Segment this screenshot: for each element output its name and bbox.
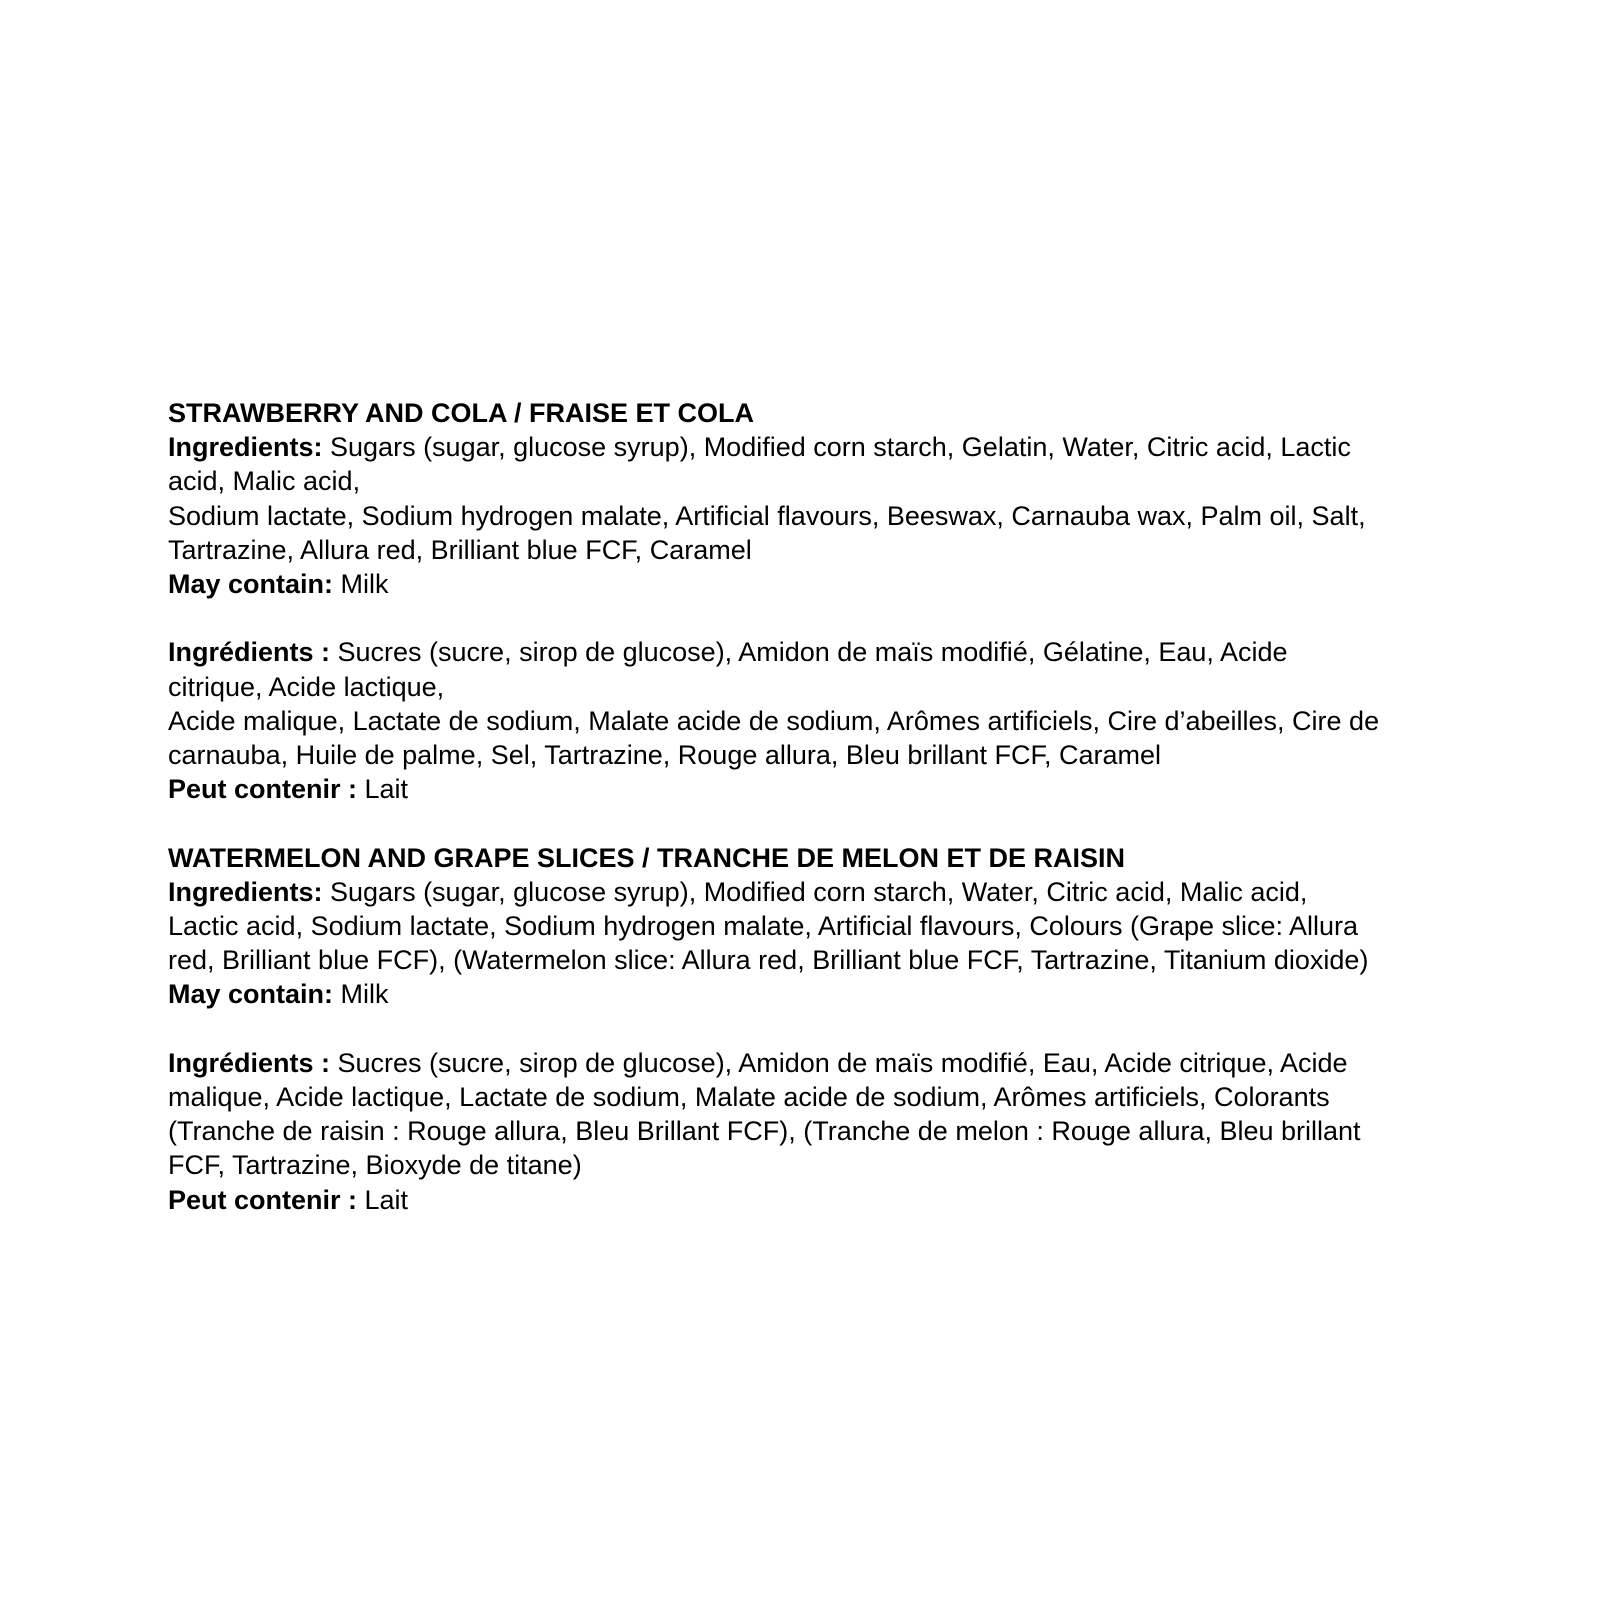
may-contain-label: May contain: <box>168 979 334 1010</box>
ingredients-label: Ingrédients : <box>168 1047 331 1078</box>
ingredients-line: malique, Acide lactique, Lactate de sodium, Malate acide de sodium, Arômes artificiels, Colorants <box>168 1082 1330 1113</box>
ingredients-line <box>168 875 1458 909</box>
product-title: WATERMELON AND GRAPE SLICES / TRANCHE DE MELON ET DE RAISIN <box>168 842 1126 873</box>
may-contain-line <box>168 977 1458 1011</box>
may-contain-value: Milk <box>333 569 389 600</box>
ingredients-text: Sucres (sucre, sirop de glucose), Amidon de maïs modifié, Eau, Acide citrique, Acide <box>330 1047 1348 1078</box>
ingredients-line <box>168 430 1458 464</box>
ingredients-text: Sucres (sucre, sirop de glucose), Amidon de maïs modifié, Gélatine, Eau, Acide <box>330 637 1288 668</box>
ingredients-english <box>168 430 1458 601</box>
ingredients-line: Sodium lactate, Sodium hydrogen malate, Artificial flavours, Beeswax, Carnauba wax, Palm oil, Salt, <box>168 500 1366 531</box>
may-contain-line <box>168 1183 1458 1217</box>
may-contain-line <box>168 567 1458 601</box>
ingredients-line: acid, Malic acid, <box>168 466 361 497</box>
ingredients-text: Sugars (sugar, glucose syrup), Modified corn starch, Gelatin, Water, Citric acid, Lactic <box>322 432 1351 463</box>
ingredients-line: carnauba, Huile de palme, Sel, Tartrazine, Rouge allura, Bleu brillant FCF, Caramel <box>168 740 1161 771</box>
product-section-strawberry-cola <box>168 396 1458 806</box>
ingredients-label: Ingredients: <box>168 432 323 463</box>
product-section-watermelon-grape <box>168 841 1458 1217</box>
ingredients-line: (Tranche de raisin : Rouge allura, Bleu Brillant FCF), (Tranche de melon : Rouge allura, Bleu brillant <box>168 1116 1361 1147</box>
may-contain-label: Peut contenir : <box>168 774 358 805</box>
ingredients-text: Sugars (sugar, glucose syrup), Modified corn starch, Water, Citric acid, Malic acid, <box>322 876 1308 907</box>
spacer <box>168 1012 1458 1046</box>
may-contain-label: Peut contenir : <box>168 1184 358 1215</box>
ingredients-french <box>168 635 1458 806</box>
ingredients-line: FCF, Tartrazine, Bioxyde de titane) <box>168 1150 582 1181</box>
ingredients-line: red, Brilliant blue FCF), (Watermelon slice: Allura red, Brilliant blue FCF, Tartrazine, Titanium dioxide) <box>168 945 1369 976</box>
product-title: STRAWBERRY AND COLA / FRAISE ET COLA <box>168 398 755 428</box>
ingredients-line: citrique, Acide lactique, <box>168 671 445 702</box>
ingredients-line: Lactic acid, Sodium lactate, Sodium hydrogen malate, Artificial flavours, Colours (Grape slice: Allura <box>168 911 1359 942</box>
ingredients-french <box>168 1046 1458 1217</box>
may-contain-value: Lait <box>357 1184 409 1215</box>
may-contain-value: Milk <box>333 979 389 1010</box>
spacer <box>168 601 1458 635</box>
ingredients-line: Acide malique, Lactate de sodium, Malate acide de sodium, Arômes artificiels, Cire d’abeilles, Cire de <box>168 705 1380 736</box>
may-contain-value: Lait <box>357 774 409 805</box>
ingredients-english <box>168 875 1458 1012</box>
ingredients-label: Ingredients: <box>168 876 323 907</box>
ingredients-line <box>168 1046 1458 1080</box>
ingredients-line: Tartrazine, Allura red, Brilliant blue FCF, Caramel <box>168 534 752 565</box>
spacer <box>168 806 1458 840</box>
may-contain-label: May contain: <box>168 569 334 600</box>
ingredients-label-document <box>168 396 1458 1217</box>
ingredients-line <box>168 635 1458 669</box>
ingredients-label: Ingrédients : <box>168 637 331 668</box>
may-contain-line <box>168 772 1458 806</box>
